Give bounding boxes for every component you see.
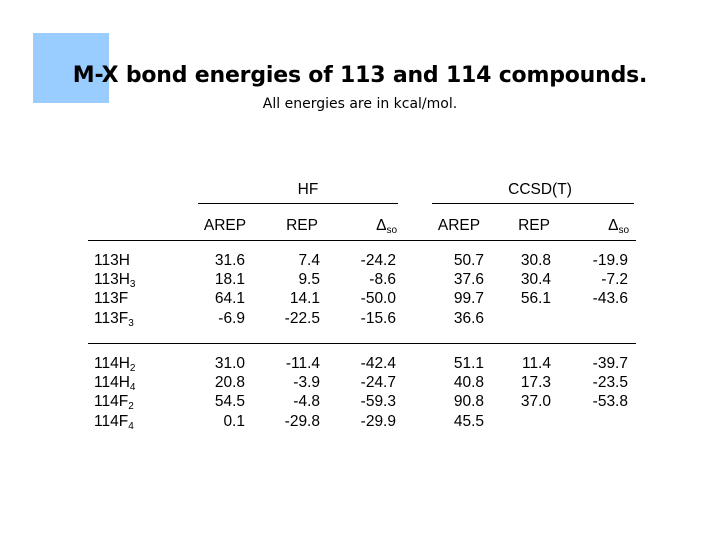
table-cell: 9.5 [298, 271, 320, 289]
table-cell: 51.1 [453, 355, 484, 372]
col-header-ccsdt-delta: $\Delta_{so}$ [608, 217, 629, 236]
table-cell: 31.0 [214, 355, 245, 372]
table-cell: -50.0 [360, 290, 396, 308]
table-cell: 56.1 [520, 290, 551, 308]
compound-label: $114H_2$ [94, 355, 136, 374]
table-cell: 17.3 [520, 374, 551, 392]
table-cell: -39.7 [592, 355, 628, 372]
table-cell: 30.4 [520, 271, 551, 289]
section-divider [88, 343, 636, 344]
col-header-ccsdt-arep: AREP [437, 217, 481, 234]
col-header-hf-rep: REP [286, 217, 318, 234]
table-cell: -6.9 [218, 309, 245, 327]
table-cell: 11.4 [521, 355, 551, 372]
group-header-ccsdt: CCSD(T) [508, 181, 572, 198]
table-cell: 20.8 [214, 374, 245, 392]
table-cell: -11.4 [285, 355, 320, 372]
table-cell: -24.7 [360, 374, 396, 392]
table-cell: 7.4 [298, 252, 320, 269]
slide-subtitle: All energies are in kcal/mol. [262, 96, 458, 112]
col-header-hf-delta: $\Delta_{so}$ [376, 217, 397, 236]
table-cell: 50.7 [453, 252, 484, 269]
compound-label: $114F_2$ [94, 393, 134, 413]
table-cell: -22.5 [284, 309, 320, 327]
table-cell: -53.8 [592, 393, 628, 411]
table-cell: 36.6 [453, 309, 484, 327]
table-cell: 64.1 [214, 290, 245, 308]
table-cell: -3.9 [293, 374, 320, 392]
compound-label: $113F_3$ [94, 309, 134, 329]
group-rule-hf [198, 203, 398, 204]
table-cell: 45.5 [453, 412, 484, 430]
table-cell: -23.5 [592, 374, 628, 392]
group-rule-ccsdt [432, 203, 634, 204]
table-cell: 54.5 [214, 393, 245, 411]
slide-title: M-X bond energies of 113 and 114 compounds. [72, 63, 648, 88]
col-header-ccsdt-rep: REP [518, 217, 550, 234]
col-header-hf-arep: AREP [203, 217, 247, 234]
table-cell: -7.2 [601, 271, 628, 289]
group-header-hf: HF [297, 181, 319, 198]
compound-label: 113F [94, 290, 129, 308]
compound-label: $114F_4$ [94, 412, 134, 432]
table-cell: -42.4 [360, 355, 396, 372]
table-cell: -15.6 [360, 309, 396, 327]
table-cell: 18.1 [214, 271, 245, 289]
compound-label: $113H_3$ [94, 271, 136, 291]
table-cell: 31.6 [214, 252, 245, 269]
compound-label: $114H_4$ [94, 374, 136, 394]
header-rule [88, 240, 636, 241]
table-cell: 40.8 [453, 374, 484, 392]
compound-label: 113H [94, 252, 130, 269]
table-cell: 0.1 [223, 412, 245, 430]
table-cell: -4.8 [293, 393, 320, 411]
table-cell: 14.1 [289, 290, 320, 308]
table-cell: 30.8 [520, 252, 551, 269]
table-cell: -24.2 [360, 252, 396, 269]
table-cell: -29.9 [360, 412, 396, 430]
table-cell: 99.7 [453, 290, 484, 308]
table-cell: -59.3 [360, 393, 396, 411]
table-cell: -43.6 [592, 290, 628, 308]
table-cell: 37.6 [453, 271, 484, 289]
table-cell: -8.6 [369, 271, 396, 289]
table-cell: 37.0 [520, 393, 551, 411]
table-cell: -19.9 [592, 252, 628, 269]
table-cell: 90.8 [453, 393, 484, 411]
table-cell: -29.8 [284, 412, 320, 430]
